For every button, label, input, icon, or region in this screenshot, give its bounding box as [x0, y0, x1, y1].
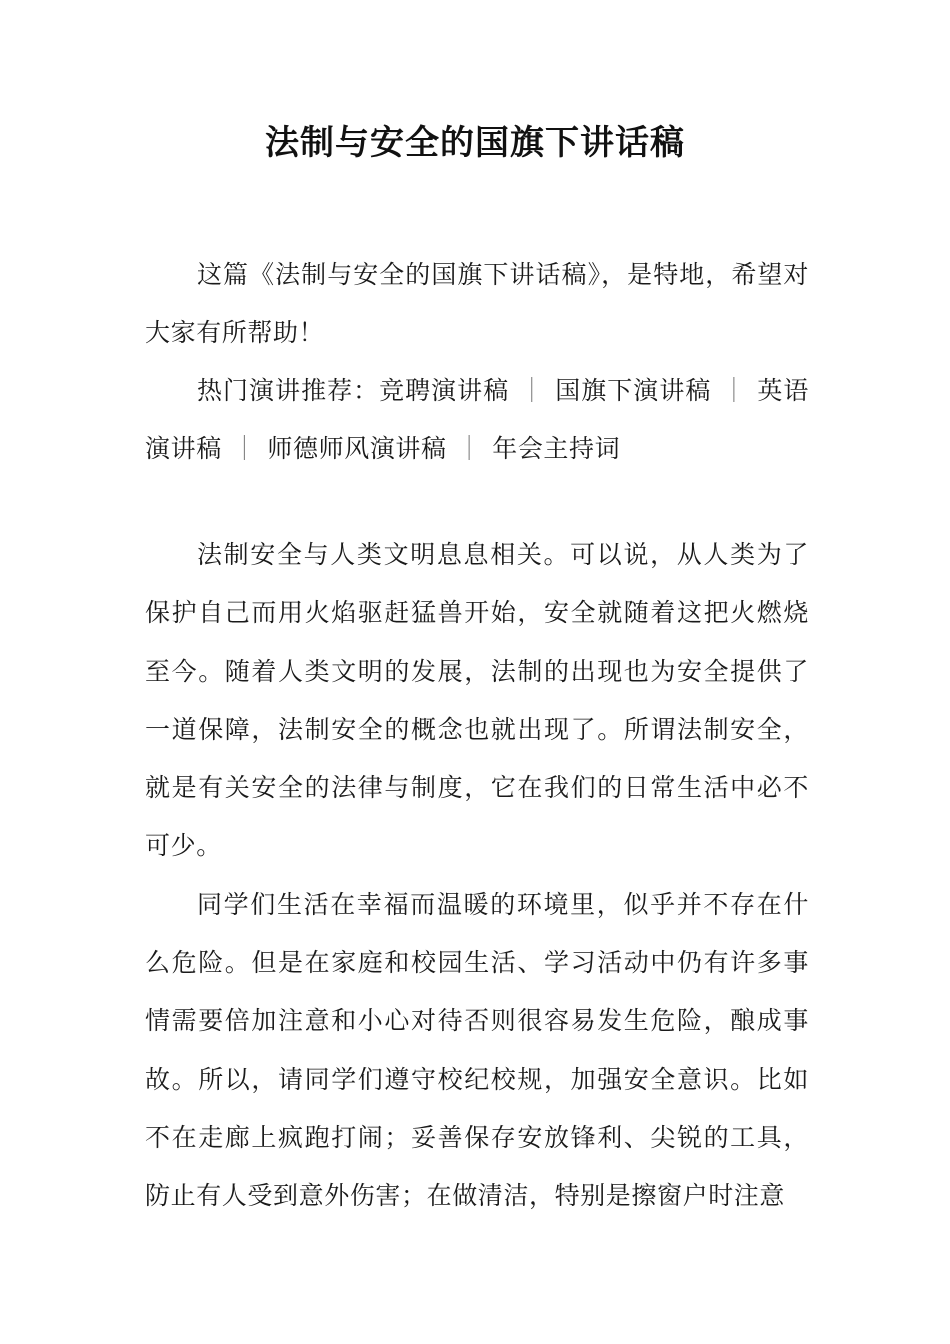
intro-paragraph: 这篇《法制与安全的国旗下讲话稿》，是特地，希望对大家有所帮助！ [145, 260, 809, 347]
recommend-link-teacher-ethics-speech[interactable]: 师德师风演讲稿 [267, 434, 447, 463]
recommend-link-flag-speech[interactable]: 国旗下演讲稿 [555, 376, 712, 405]
recommend-link-english-speech[interactable]: 英语演讲稿 [145, 376, 810, 463]
recommend-label: 热门演讲推荐： [197, 376, 380, 405]
document-title: 法制与安全的国旗下讲话稿 [265, 123, 685, 163]
recommend-link-annual-host-script[interactable]: 年会主持词 [492, 434, 621, 463]
main-body [145, 526, 809, 1226]
recommend-separator: ｜ [231, 434, 258, 463]
recommend-link-competition-speech[interactable]: 竞聘演讲稿 [379, 376, 510, 405]
recommend-separator: ｜ [721, 376, 748, 405]
recommend-separator: ｜ [456, 434, 483, 463]
intro-section [145, 246, 809, 478]
body-paragraph-1: 法制安全与人类文明息息相关。可以说，从人类为了保护自己而用火焰驱赶猛兽开始，安全就随着这把火燃烧至今。随着人类文明的发展，法制的出现也为安全提供了一道保障，法制安全的概念也就出现了。所谓法制安全，就是有关安全的法律与制度，它在我们的日常生活中必不可少。 [145, 540, 809, 861]
body-paragraph-2: 同学们生活在幸福而温暖的环境里，似乎并不存在什么危险。但是在家庭和校园生活、学习活动中仍有许多事情需要倍加注意和小心对待否则很容易发生危险，酿成事故。所以，请同学们遵守校纪校规，加强安全意识。比如不在走廊上疯跑打闹；妥善保存安放锋利、尖锐的工具，防止有人受到意外伤害；在做清洁，特别是擦窗户时注意 [145, 889, 809, 1211]
recommend-separator: ｜ [519, 376, 546, 405]
recommend-line [145, 362, 809, 478]
